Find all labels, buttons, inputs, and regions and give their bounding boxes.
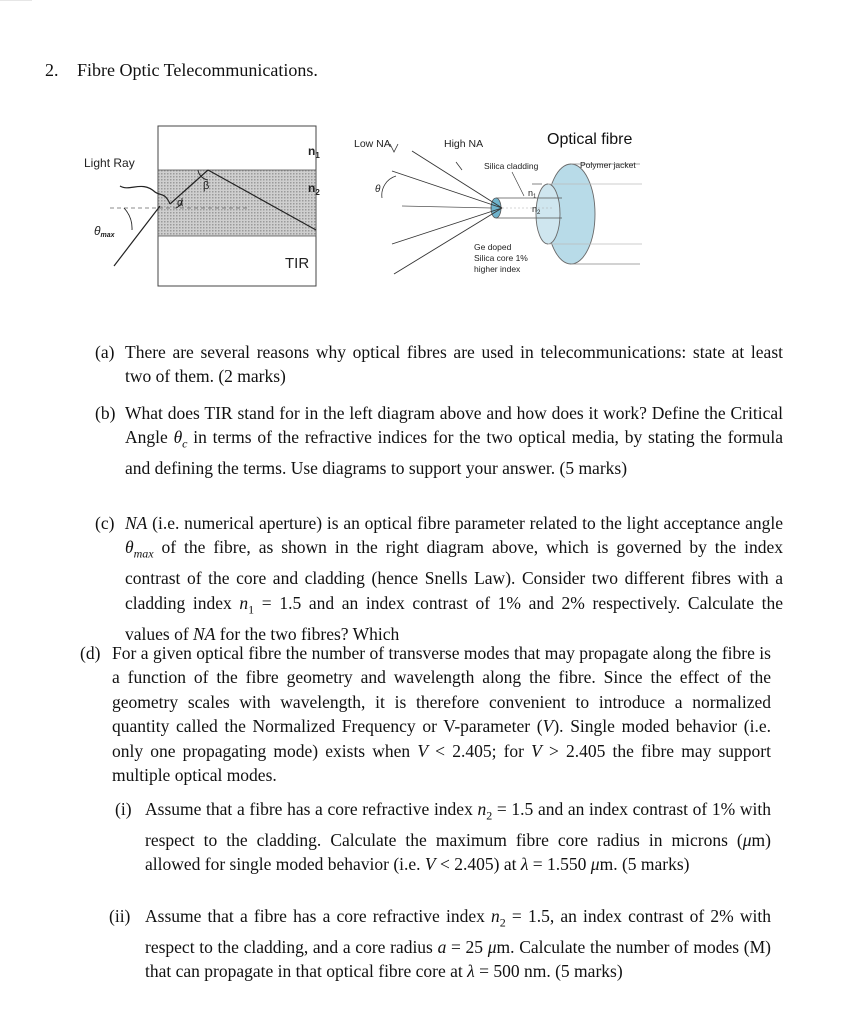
theta-max-label: θmax [94, 224, 115, 239]
question-number: 2. [45, 60, 59, 80]
alpha-label: α [177, 197, 184, 209]
n2-fibre-label: $n_2$ [532, 204, 541, 216]
theta-max-symbol: $\theta_{max}$ [125, 537, 154, 561]
lambda-symbol-2: λ [467, 961, 475, 982]
part-d-i-text-1: Assume that a fibre has a core refractive index [145, 799, 478, 819]
n1-fibre-label: $n_1$ [528, 188, 537, 200]
n2-label: $n_2$ [308, 181, 320, 197]
part-d-ii-text-3: = 25 [446, 936, 488, 957]
part-d-text-3: < 2.405; for [428, 740, 532, 761]
beta-label: β [203, 180, 210, 192]
v-symbol: V [542, 716, 554, 737]
part-c-text-3: = 1.5 and an index contrast of 1% and 2% respectively. Calculate the values of [125, 592, 784, 644]
n2-symbol-2: $n_2$ [491, 906, 506, 930]
part-d-i-text-4: < 2.405) at [435, 854, 521, 875]
critical-angle-symbol: $\theta_c$ [173, 427, 188, 451]
n1-symbol: $n_1$ [239, 592, 255, 617]
part-d-ii [109, 904, 772, 984]
v-symbol-3: V [531, 740, 542, 761]
part-b-text-1: What does TIR stand for in the left diagram above and how does it work? Define the Critical Angle [125, 403, 783, 448]
n1-label: $n_1$ [308, 144, 320, 160]
part-b [95, 401, 783, 481]
part-b-label: (b) [95, 403, 116, 423]
part-d-label: (d) [80, 643, 101, 663]
fibre-core [491, 198, 501, 218]
part-d-i-label: (i) [115, 799, 132, 819]
high-na-ray [412, 151, 502, 208]
core-label-line1: Ge doped [474, 242, 512, 252]
v-symbol-4: V [424, 854, 436, 875]
lambda-symbol: λ [520, 854, 529, 875]
low-na-ray [392, 171, 502, 208]
part-d-i-text-5: = 1.550 [528, 854, 591, 875]
low-na-label: Low NA [354, 138, 391, 150]
part-c-text-4: for the two fibres? Which [215, 623, 400, 644]
theta-label: θ [375, 184, 381, 195]
v-symbol-2: V [417, 740, 429, 761]
na-symbol-2: NA [193, 623, 216, 644]
part-c-text-2: of the fibre, as shown in the right diagram above, which is governed by the index contrast of the core and cladding (hence Snells Law). Consider two different fibres with a cladding index [125, 537, 783, 613]
question-heading [45, 60, 318, 81]
part-c [95, 511, 784, 646]
polymer-jacket-label: Polymer jacket [580, 160, 636, 170]
part-d-i-text-3: m) allowed for single moded behavior (i.e. [145, 829, 771, 875]
high-na-label: High NA [444, 138, 484, 150]
part-c-text-1: (i.e. numerical aperture) is an optical fibre parameter related to the light acceptance angle [147, 513, 783, 533]
optical-fibre-title: Optical fibre [547, 131, 633, 148]
part-d-i-text-6: m. (5 marks) [599, 854, 690, 875]
question-title: Fibre Optic Telecommunications. [77, 60, 318, 80]
tir-label: TIR [285, 255, 310, 272]
tir-diagram [80, 122, 340, 292]
part-d-text-4: > 2.405 the fibre may support multiple optical modes. [112, 740, 771, 786]
core-label-line3: higher index [474, 264, 521, 274]
n2-symbol: $n_2$ [477, 799, 493, 823]
part-d-ii-label: (ii) [109, 906, 131, 926]
part-d-ii-text-2: = 1.5, an index contrast of 2% with respect to the cladding, and a core radius [145, 906, 771, 957]
part-b-text-2: in terms of the refractive indices for the two optical media, by stating the formula and defining the terms. Use diagrams to support your answer. (5 marks) [125, 427, 783, 479]
part-a [95, 340, 783, 389]
part-d-i [115, 797, 771, 877]
part-d-i-text-2: = 1.5 and an index contrast of 1% with respect to the cladding. Calculate the maximum fibre core radius in microns ( [145, 799, 771, 850]
na-symbol: NA [125, 513, 148, 533]
light-ray-label: Light Ray [84, 156, 135, 170]
part-d-ii-text-1: Assume that a fibre has a core refractive index [145, 906, 492, 926]
part-d-ii-text-4: m. Calculate the number of modes (M) that can propagate in that optical fibre core at [145, 936, 772, 982]
part-d-text-1: For a given optical fibre the number of transverse modes that may propagate along the fibre is a function of the fibre geometry and wavelength along the fibre. Since the effect of the geometry scales with wavelength, it is therefore convenient to introduce a normalized quantity called the Normalized Frequency or V-parameter ( [112, 643, 771, 737]
a-symbol: a [437, 936, 447, 957]
part-a-text: There are several reasons why optical fibres are used in telecommunications: state at least two of them. (2 marks) [125, 342, 783, 387]
top-rule [0, 0, 32, 1]
part-d-text-2: ). Single moded behavior (i.e. only one propagating mode) exists when [112, 716, 771, 761]
core-label-line2: Silica core 1% [474, 253, 528, 263]
silica-cladding-label: Silica cladding [484, 161, 539, 171]
mu-symbol: μ [742, 829, 752, 850]
part-d [80, 641, 771, 787]
part-a-label: (a) [95, 342, 115, 362]
mu-symbol-3: μ [487, 936, 497, 957]
mu-symbol-2: μ [590, 854, 600, 875]
part-d-ii-text-5: = 500 nm. (5 marks) [474, 961, 623, 982]
part-c-label: (c) [95, 513, 115, 533]
optical-fibre-diagram [352, 126, 657, 282]
